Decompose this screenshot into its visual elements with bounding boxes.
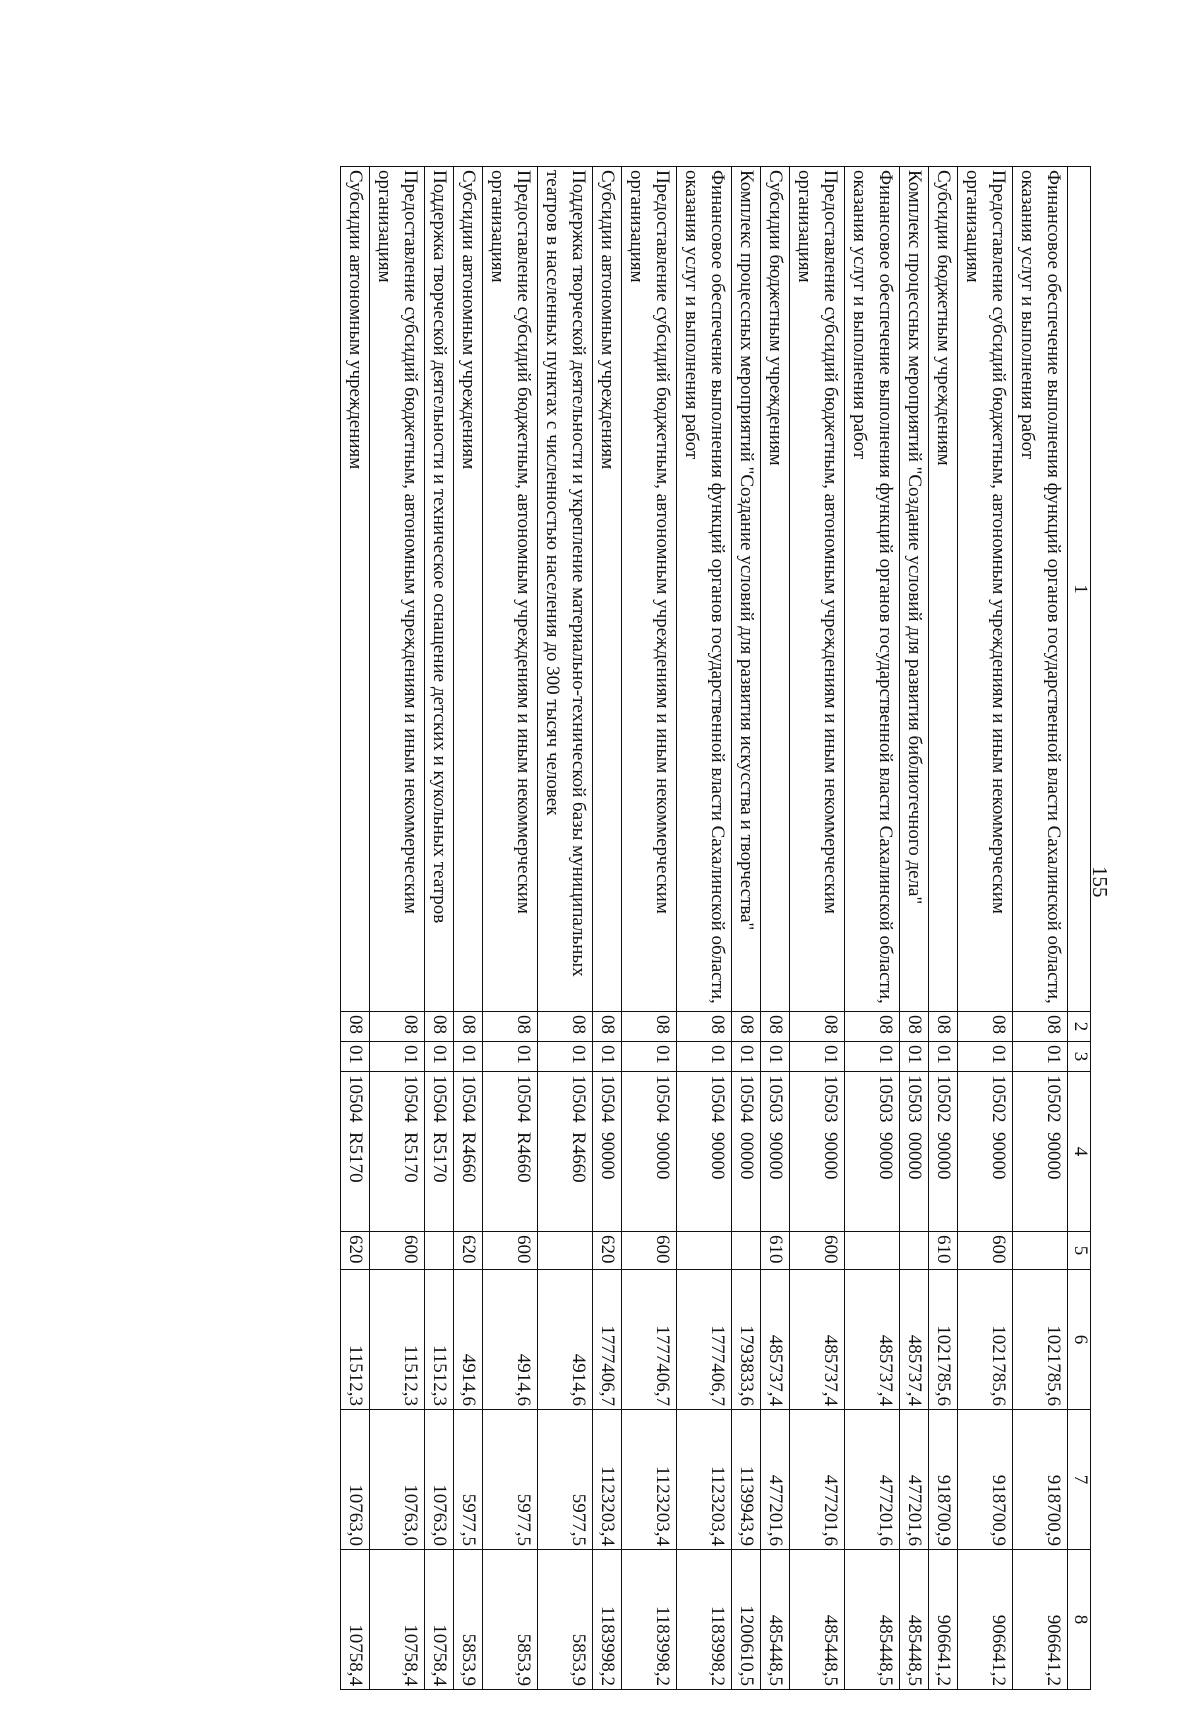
row-amount-year-1: 4914,6 [538, 1270, 593, 1410]
row-expense-type-code: 620 [454, 1232, 483, 1270]
row-name-cell: Финансовое обеспечение выполнения функций органов государственной власти Сахалинской области, оказания услуг и выполнения работ [1013, 167, 1068, 1012]
row-amount-year-2: 477201,6 [790, 1410, 845, 1550]
table-row [900, 167, 929, 1690]
row-amount-year-1: 1021785,6 [929, 1270, 958, 1410]
row-section-code: 08 [732, 1012, 761, 1042]
row-subsection-code: 01 [929, 1042, 958, 1072]
row-section-code: 08 [1013, 1012, 1068, 1042]
row-target-item-code: 10504 R5170 [341, 1072, 370, 1232]
row-amount-year-3: 1183998,2 [593, 1550, 622, 1690]
row-target-item-code: 10504 R5170 [370, 1072, 425, 1232]
row-amount-year-3: 1183998,2 [622, 1550, 677, 1690]
header-col-8: 8 [1068, 1550, 1091, 1690]
table-row [483, 167, 538, 1690]
row-amount-year-2: 10763,0 [370, 1410, 425, 1550]
row-amount-year-1: 4914,6 [454, 1270, 483, 1410]
row-amount-year-2: 1139943,9 [732, 1410, 761, 1550]
row-expense-type-code [425, 1232, 454, 1270]
row-amount-year-3: 10758,4 [341, 1550, 370, 1690]
row-name-cell: Комплекс процессных мероприятий "Создание условий для развития искусства и творчества" [732, 167, 761, 1012]
table-row [677, 167, 732, 1690]
row-section-code: 08 [425, 1012, 454, 1042]
row-subsection-code: 01 [958, 1042, 1013, 1072]
row-expense-type-code: 600 [483, 1232, 538, 1270]
row-amount-year-1: 1777406,7 [593, 1270, 622, 1410]
row-amount-year-3: 485448,5 [845, 1550, 900, 1690]
row-section-code: 08 [622, 1012, 677, 1042]
row-section-code: 08 [845, 1012, 900, 1042]
row-expense-type-code: 620 [341, 1232, 370, 1270]
row-subsection-code: 01 [425, 1042, 454, 1072]
row-subsection-code: 01 [483, 1042, 538, 1072]
row-expense-type-code: 620 [593, 1232, 622, 1270]
row-name-cell: Предоставление субсидий бюджетным, автономным учреждениям и иным некоммерческим организациям [483, 167, 538, 1012]
row-section-code: 08 [593, 1012, 622, 1042]
row-section-code: 08 [900, 1012, 929, 1042]
row-expense-type-code [677, 1232, 732, 1270]
row-amount-year-1: 11512,3 [341, 1270, 370, 1410]
row-subsection-code: 01 [845, 1042, 900, 1072]
row-subsection-code: 01 [622, 1042, 677, 1072]
row-target-item-code: 10504 90000 [593, 1072, 622, 1232]
row-target-item-code: 10504 R4660 [538, 1072, 593, 1232]
row-target-item-code: 10504 90000 [677, 1072, 732, 1232]
row-target-item-code: 10502 90000 [958, 1072, 1013, 1232]
header-col-7: 7 [1068, 1410, 1091, 1550]
row-amount-year-3: 485448,5 [761, 1550, 790, 1690]
table-row [1013, 167, 1068, 1690]
row-amount-year-2: 1123203,4 [677, 1410, 732, 1550]
row-section-code: 08 [761, 1012, 790, 1042]
row-expense-type-code [1013, 1232, 1068, 1270]
row-section-code: 08 [454, 1012, 483, 1042]
row-section-code: 08 [370, 1012, 425, 1042]
row-subsection-code: 01 [454, 1042, 483, 1072]
row-amount-year-2: 477201,6 [761, 1410, 790, 1550]
row-amount-year-2: 5977,5 [454, 1410, 483, 1550]
row-section-code: 08 [929, 1012, 958, 1042]
row-target-item-code: 10504 R5170 [425, 1072, 454, 1232]
table-row [370, 167, 425, 1690]
row-name-cell: Поддержка творческой деятельности и укрепление материально-технической базы муниципальных театров в населенных пунктах с численностью населения до 300 тысяч человек [538, 167, 593, 1012]
row-section-code: 08 [677, 1012, 732, 1042]
row-amount-year-1: 11512,3 [425, 1270, 454, 1410]
row-name-cell: Комплекс процессных мероприятий "Создание условий для развития библиотечного дела" [900, 167, 929, 1012]
row-name-cell: Субсидии бюджетным учреждениям [761, 167, 790, 1012]
header-col-6: 6 [1068, 1270, 1091, 1410]
header-col-4: 4 [1068, 1072, 1091, 1232]
row-amount-year-3: 485448,5 [900, 1550, 929, 1690]
budget-table [340, 166, 1091, 1690]
header-col-5: 5 [1068, 1232, 1091, 1270]
header-col-2: 2 [1068, 1012, 1091, 1042]
row-section-code: 08 [958, 1012, 1013, 1042]
row-name-cell: Финансовое обеспечение выполнения функций органов государственной власти Сахалинской области, оказания услуг и выполнения работ [845, 167, 900, 1012]
row-amount-year-1: 485737,4 [900, 1270, 929, 1410]
row-expense-type-code: 600 [370, 1232, 425, 1270]
row-subsection-code: 01 [370, 1042, 425, 1072]
row-amount-year-1: 485737,4 [761, 1270, 790, 1410]
row-amount-year-3: 1200610,5 [732, 1550, 761, 1690]
row-expense-type-code [845, 1232, 900, 1270]
row-amount-year-2: 477201,6 [845, 1410, 900, 1550]
table-row [454, 167, 483, 1690]
table-row [593, 167, 622, 1690]
row-name-cell: Субсидии бюджетным учреждениям [929, 167, 958, 1012]
row-subsection-code: 01 [761, 1042, 790, 1072]
table-row [761, 167, 790, 1690]
row-target-item-code: 10503 00000 [900, 1072, 929, 1232]
row-target-item-code: 10504 R4660 [454, 1072, 483, 1232]
row-subsection-code: 01 [1013, 1042, 1068, 1072]
row-amount-year-1: 1777406,7 [622, 1270, 677, 1410]
row-subsection-code: 01 [538, 1042, 593, 1072]
table-row [845, 167, 900, 1690]
row-target-item-code: 10502 90000 [1013, 1072, 1068, 1232]
row-name-cell: Предоставление субсидий бюджетным, автономным учреждениям и иным некоммерческим организациям [790, 167, 845, 1012]
row-amount-year-3: 906641,2 [1013, 1550, 1068, 1690]
rotated-table-wrapper [81, 166, 1091, 1686]
table-row [732, 167, 761, 1690]
row-name-cell: Предоставление субсидий бюджетным, автономным учреждениям и иным некоммерческим организациям [958, 167, 1013, 1012]
row-target-item-code: 10503 90000 [845, 1072, 900, 1232]
row-amount-year-3: 1183998,2 [677, 1550, 732, 1690]
row-amount-year-1: 485737,4 [790, 1270, 845, 1410]
row-expense-type-code: 600 [958, 1232, 1013, 1270]
row-name-cell: Поддержка творческой деятельности и техническое оснащение детских и кукольных театров [425, 167, 454, 1012]
row-amount-year-2: 1123203,4 [593, 1410, 622, 1550]
table-row [622, 167, 677, 1690]
row-subsection-code: 01 [900, 1042, 929, 1072]
row-name-cell: Предоставление субсидий бюджетным, автономным учреждениям и иным некоммерческим организациям [370, 167, 425, 1012]
row-section-code: 08 [790, 1012, 845, 1042]
row-expense-type-code: 600 [622, 1232, 677, 1270]
row-subsection-code: 01 [732, 1042, 761, 1072]
row-amount-year-2: 1123203,4 [622, 1410, 677, 1550]
row-amount-year-1: 1777406,7 [677, 1270, 732, 1410]
row-subsection-code: 01 [677, 1042, 732, 1072]
row-section-code: 08 [538, 1012, 593, 1042]
row-name-cell: Предоставление субсидий бюджетным, автономным учреждениям и иным некоммерческим организациям [622, 167, 677, 1012]
table-row [341, 167, 370, 1690]
row-subsection-code: 01 [790, 1042, 845, 1072]
row-amount-year-3: 906641,2 [958, 1550, 1013, 1690]
row-amount-year-2: 477201,6 [900, 1410, 929, 1550]
row-name-cell: Субсидии автономным учреждениям [593, 167, 622, 1012]
row-expense-type-code: 610 [929, 1232, 958, 1270]
table-row [790, 167, 845, 1690]
row-target-item-code: 10504 00000 [732, 1072, 761, 1232]
row-expense-type-code [538, 1232, 593, 1270]
row-expense-type-code: 610 [761, 1232, 790, 1270]
row-amount-year-3: 906641,2 [929, 1550, 958, 1690]
row-amount-year-3: 485448,5 [790, 1550, 845, 1690]
row-subsection-code: 01 [593, 1042, 622, 1072]
row-amount-year-2: 5977,5 [538, 1410, 593, 1550]
row-amount-year-1: 1793833,6 [732, 1270, 761, 1410]
row-target-item-code: 10502 90000 [929, 1072, 958, 1232]
row-expense-type-code: 600 [790, 1232, 845, 1270]
row-amount-year-3: 5853,9 [454, 1550, 483, 1690]
row-amount-year-3: 5853,9 [483, 1550, 538, 1690]
row-amount-year-2: 10763,0 [341, 1410, 370, 1550]
row-target-item-code: 10503 90000 [761, 1072, 790, 1232]
table-header-row [1068, 167, 1091, 1690]
row-amount-year-1: 485737,4 [845, 1270, 900, 1410]
row-name-cell: Субсидии автономным учреждениям [341, 167, 370, 1012]
table-row [958, 167, 1013, 1690]
row-section-code: 08 [341, 1012, 370, 1042]
row-amount-year-3: 5853,9 [538, 1550, 593, 1690]
row-amount-year-2: 918700,9 [958, 1410, 1013, 1550]
table-row [929, 167, 958, 1690]
row-name-cell: Финансовое обеспечение выполнения функций органов государственной власти Сахалинской области, оказания услуг и выполнения работ [677, 167, 732, 1012]
row-amount-year-2: 918700,9 [1013, 1410, 1068, 1550]
row-section-code: 08 [483, 1012, 538, 1042]
row-amount-year-1: 1021785,6 [1013, 1270, 1068, 1410]
row-target-item-code: 10504 90000 [622, 1072, 677, 1232]
row-name-cell: Субсидии автономным учреждениям [454, 167, 483, 1012]
row-amount-year-2: 10763,0 [425, 1410, 454, 1550]
row-amount-year-2: 918700,9 [929, 1410, 958, 1550]
row-target-item-code: 10504 R4660 [483, 1072, 538, 1232]
row-target-item-code: 10503 90000 [790, 1072, 845, 1232]
row-expense-type-code [900, 1232, 929, 1270]
row-subsection-code: 01 [341, 1042, 370, 1072]
page-number: 155 [1088, 866, 1112, 898]
row-amount-year-3: 10758,4 [370, 1550, 425, 1690]
table-body [341, 167, 1068, 1690]
header-col-3: 3 [1068, 1042, 1091, 1072]
row-amount-year-2: 5977,5 [483, 1410, 538, 1550]
row-amount-year-3: 10758,4 [425, 1550, 454, 1690]
header-col-1: 1 [1068, 167, 1091, 1012]
row-amount-year-1: 1021785,6 [958, 1270, 1013, 1410]
table-row [538, 167, 593, 1690]
row-amount-year-1: 11512,3 [370, 1270, 425, 1410]
table-row [425, 167, 454, 1690]
row-amount-year-1: 4914,6 [483, 1270, 538, 1410]
row-expense-type-code [732, 1232, 761, 1270]
